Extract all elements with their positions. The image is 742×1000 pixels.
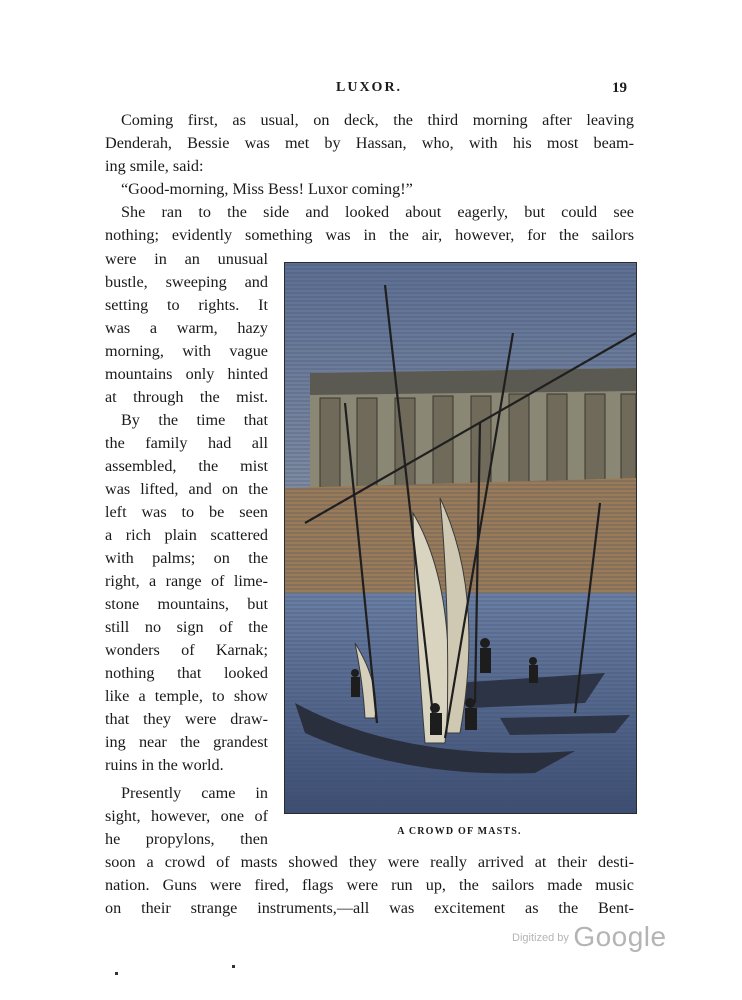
text-line: assembled, the mist	[105, 457, 268, 475]
watermark-prefix: Digitized by	[512, 932, 569, 944]
text-line: bustle, sweeping and	[105, 273, 268, 291]
text-line: morning, with vague	[105, 342, 268, 360]
text-line: with palms; on the	[105, 549, 268, 567]
text-line: Presently came in	[121, 784, 268, 802]
text-line: ing near the grandest	[105, 733, 268, 751]
text-line: he propylons, then	[105, 830, 268, 848]
scan-speck	[232, 965, 235, 968]
google-logo: Google	[573, 921, 667, 952]
text-line: Coming first, as usual, on deck, the third morning after leaving	[121, 111, 634, 129]
text-line: left was to be seen	[105, 503, 268, 521]
text-line: still no sign of the	[105, 618, 268, 636]
engraving-illustration	[284, 262, 637, 814]
text-line: nation. Guns were fired, flags were run up, the sailors made music	[105, 876, 634, 894]
text-line: a rich plain scattered	[105, 526, 268, 544]
page-number: 1⁠9	[612, 80, 627, 96]
text-line: was a warm, hazy	[105, 319, 268, 337]
text-line: ruins in the world.	[105, 756, 224, 774]
text-line: right, a range of lime-	[105, 572, 268, 590]
text-line: were in an unusual	[105, 250, 268, 268]
text-line: nothing that looked	[105, 664, 268, 682]
text-line: like a temple, to show	[105, 687, 268, 705]
text-line: soon a crowd of masts showed they were really arrived at their desti-	[105, 853, 634, 871]
text-line: sight, however, one of	[105, 807, 268, 825]
text-line: stone mountains, but	[105, 595, 268, 613]
chapter-title: LUXOR.	[336, 80, 403, 95]
boats-and-temple-engraving	[285, 263, 636, 813]
text-line: at through the mist.	[105, 388, 268, 406]
text-line: was lifted, and on the	[105, 480, 268, 498]
figure-caption: A CROWD OF MASTS.	[397, 826, 522, 837]
text-line: nothing; evidently something was in the air, however, for the sailors	[105, 226, 634, 244]
scan-speck	[115, 972, 118, 975]
text-line: on their strange instruments,—all was excitement as the Bent-	[105, 899, 634, 917]
digitized-by-google-watermark	[512, 921, 667, 953]
text-line: mountains only hinted	[105, 365, 268, 383]
text-line: setting to rights. It	[105, 296, 268, 314]
text-line: the family had all	[105, 434, 268, 452]
text-line: wonders of Karnak;	[105, 641, 268, 659]
text-line: She ran to the side and looked about eagerly, but could see	[121, 203, 634, 221]
text-line: “Good-morning, Miss Bess! Luxor coming!”	[121, 180, 413, 198]
running-head	[0, 80, 742, 100]
text-line: that they were draw-	[105, 710, 268, 728]
text-line: Denderah, Bessie was met by Hassan, who, with his most beam-	[105, 134, 634, 152]
text-line: By the time that	[121, 411, 268, 429]
text-line: ing smile, said:	[105, 157, 204, 175]
